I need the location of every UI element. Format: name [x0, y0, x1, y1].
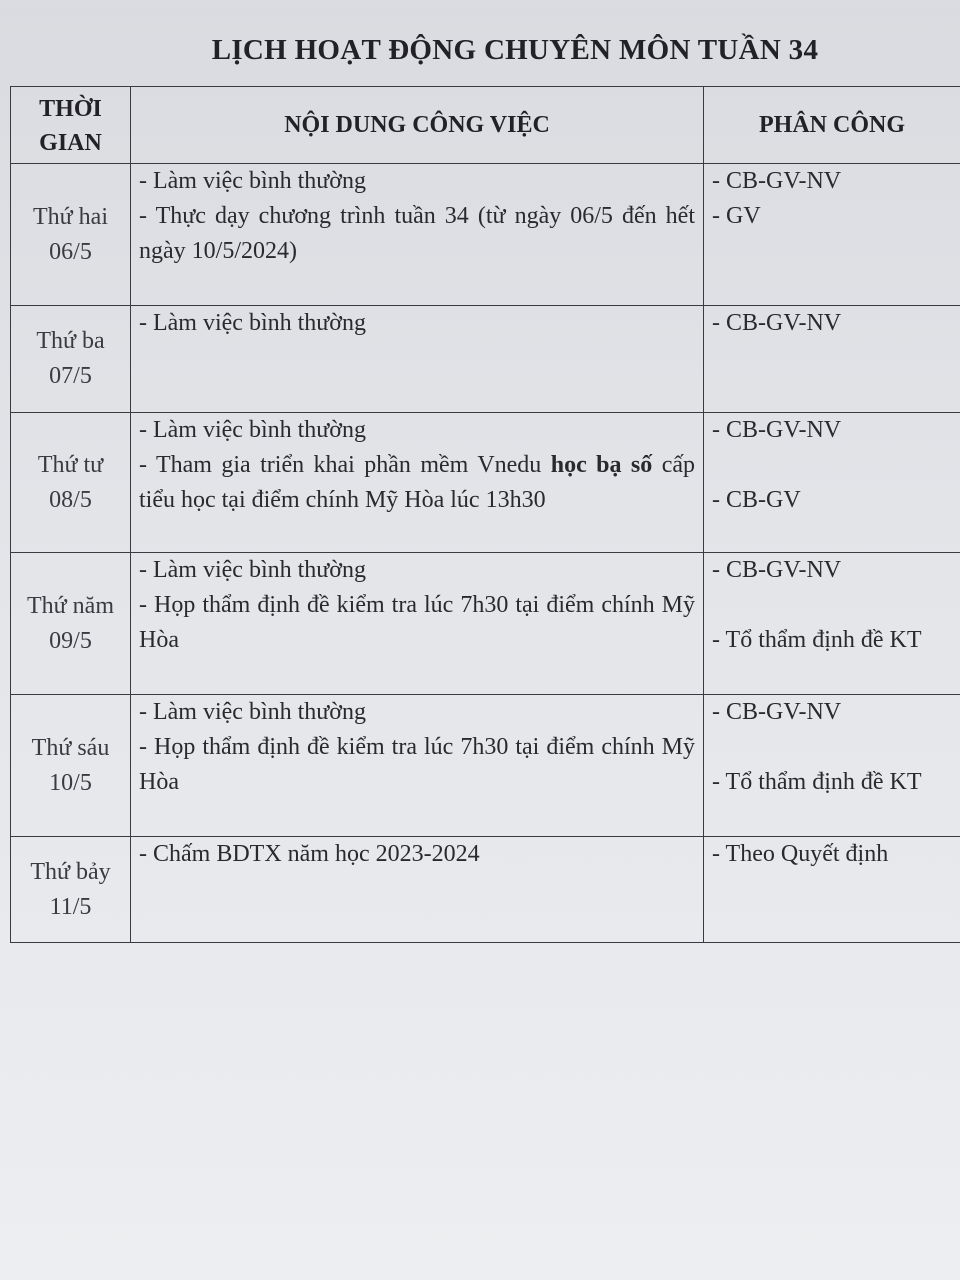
header-assignment: PHÂN CÔNG [704, 87, 960, 164]
content-cell [131, 164, 704, 306]
content-cell [131, 413, 704, 553]
assignment-cell [704, 837, 960, 943]
assignment-item: - CB-GV [712, 487, 801, 513]
header-time-line2: GIAN [39, 130, 102, 156]
day-date: 06/5 [49, 238, 92, 265]
assignment-cell [704, 553, 960, 695]
content-item: - Làm việc bình thường [139, 557, 366, 583]
table-row [11, 413, 960, 553]
day-name: Thứ ba [36, 328, 105, 354]
day-name: Thứ hai [33, 203, 108, 230]
assignment-cell [704, 164, 960, 306]
content-item: - Họp thẩm định đề kiểm tra lúc 7h30 tại điểm chính Mỹ Hòa [139, 734, 695, 795]
content-item: - Làm việc bình thường [139, 310, 366, 336]
assignment-cell [704, 413, 960, 553]
assignment-item: - CB-GV-NV [712, 417, 842, 443]
schedule-table [10, 86, 960, 943]
content-item: - Làm việc bình thường [139, 699, 366, 725]
day-cell [11, 695, 131, 837]
day-name: Thứ năm [27, 592, 114, 619]
day-cell [11, 413, 131, 553]
table-row [11, 306, 960, 413]
content-item: - Họp thẩm định đề kiểm tra lúc 7h30 tại điểm chính Mỹ Hòa [139, 592, 695, 653]
content-item [139, 448, 695, 518]
assignment-item: - Tổ thẩm định đề KT [712, 769, 922, 795]
day-date: 09/5 [49, 627, 92, 654]
content-cell [131, 553, 704, 695]
page-title: LỊCH HOẠT ĐỘNG CHUYÊN MÔN TUẦN 34 [211, 34, 819, 66]
assignment-item: - CB-GV-NV [712, 699, 842, 725]
content-cell [131, 306, 704, 413]
day-cell [11, 306, 131, 413]
day-date: 11/5 [49, 893, 92, 920]
assignment-item: - CB-GV-NV [712, 310, 842, 336]
day-cell [11, 164, 131, 306]
assignment-item: - GV [712, 203, 761, 229]
day-date: 08/5 [49, 486, 92, 513]
content-cell [131, 837, 704, 943]
day-name: Thứ tư [37, 451, 104, 478]
content-text: - Tham gia triển khai phần mềm Vnedu [139, 452, 551, 478]
assignment-item: - Tổ thẩm định đề KT [712, 627, 922, 653]
content-bold-text: học bạ số [550, 452, 653, 478]
content-text: cấp tiểu học tại điểm chính Mỹ Hòa lúc 13h30 [139, 452, 695, 513]
assignment-item: - CB-GV-NV [712, 557, 842, 583]
assignment-cell [704, 306, 960, 413]
table-row [11, 837, 960, 943]
assignment-spacer [712, 588, 960, 623]
day-date: 10/5 [49, 769, 92, 796]
day-name: Thứ bảy [30, 858, 111, 885]
header-content: NỘI DUNG CÔNG VIỆC [131, 87, 704, 164]
day-name: Thứ sáu [31, 734, 110, 761]
assignment-spacer [712, 730, 960, 765]
day-date: 07/5 [49, 363, 92, 389]
table-header-row [11, 87, 960, 164]
header-time-line1: THỜI [39, 96, 102, 122]
assignment-item: - Theo Quyết định [712, 841, 889, 867]
table-row [11, 695, 960, 837]
assignment-item: - CB-GV-NV [712, 168, 842, 194]
content-item: - Thực dạy chương trình tuần 34 (từ ngày 06/5 đến hết ngày 10/5/2024) [139, 203, 695, 264]
content-item: - Chấm BDTX năm học 2023-2024 [139, 841, 480, 867]
header-time [11, 87, 131, 164]
table-row [11, 164, 960, 306]
day-cell [11, 837, 131, 943]
content-item: - Làm việc bình thường [139, 417, 366, 443]
content-item: - Làm việc bình thường [139, 168, 366, 194]
table-row [11, 553, 960, 695]
day-cell [11, 553, 131, 695]
assignment-spacer [712, 448, 960, 483]
content-cell [131, 695, 704, 837]
assignment-cell [704, 695, 960, 837]
